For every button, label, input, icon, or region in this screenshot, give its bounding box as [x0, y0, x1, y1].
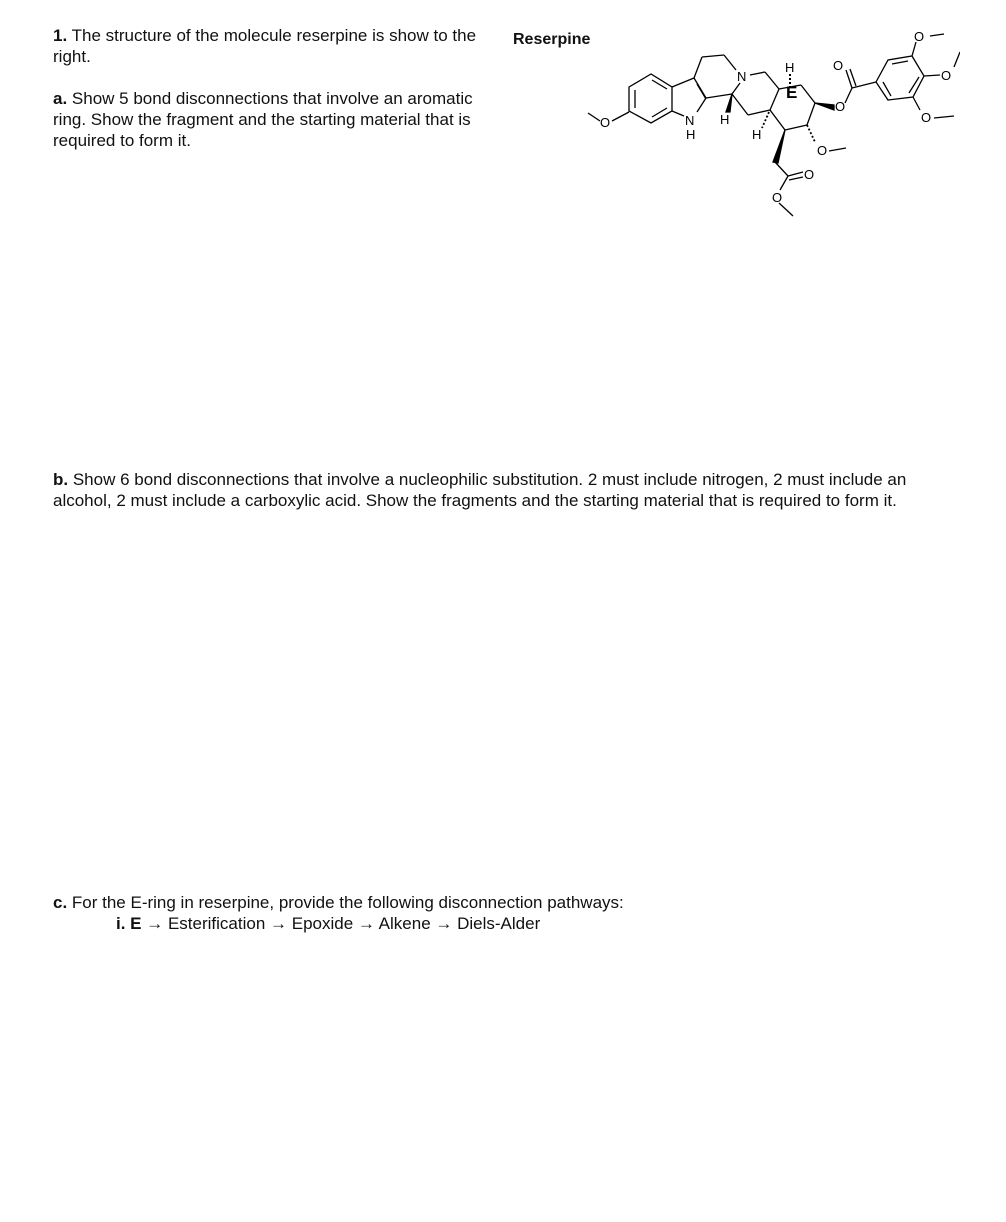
bond [672, 111, 684, 116]
reserpine-structure [580, 20, 960, 220]
atom-label: H [752, 127, 762, 142]
part-b-text: Show 6 bond disconnections that involve a nucleophilic substitution. 2 must include nitrogen, 2 must include an alcohol, 2 must include a carboxylic acid. Show the fragments and the starting material that is required to form it. [53, 470, 907, 510]
bond [785, 125, 807, 130]
bond [770, 89, 779, 110]
bond [697, 84, 706, 99]
bond [780, 176, 788, 190]
atom-label: N [737, 69, 747, 84]
bond [775, 162, 788, 176]
bond [788, 172, 803, 176]
bond [702, 55, 724, 57]
atom-label: O [772, 190, 783, 205]
bond [765, 72, 779, 89]
atom-label: H [686, 127, 696, 142]
bond [672, 78, 694, 87]
bond [588, 113, 600, 121]
bond [924, 75, 940, 76]
part-b-label: b. [53, 470, 69, 489]
bond [612, 112, 629, 121]
bond [954, 52, 960, 67]
atom-label: N [685, 113, 695, 128]
molecule-title: Reserpine [513, 31, 591, 48]
bond [934, 116, 954, 118]
part-a-label: a. [53, 89, 68, 108]
part-c-i-label: i. E [116, 914, 142, 933]
e-ring-label: E [786, 83, 798, 102]
bond [694, 57, 702, 78]
question-part-c [53, 892, 953, 913]
atom-label: H [785, 60, 795, 75]
part-a-text: Show 5 bond disconnections that involve an aromatic ring. Show the fragment and the starting material that is required to form it. [53, 89, 473, 150]
bond [732, 83, 740, 94]
wedge-bond [726, 94, 732, 112]
atom-label: H [720, 112, 730, 127]
bond [789, 177, 803, 180]
bond [652, 80, 667, 89]
part-c-i-text: → Esterification → Epoxide → Alkene → Diels-Alder [141, 914, 541, 933]
question-1-number: 1. [53, 26, 68, 45]
bond [912, 42, 916, 56]
atom-label: O [921, 110, 932, 125]
hash-bond [807, 125, 815, 142]
bond [706, 94, 732, 98]
bond [913, 97, 920, 110]
bond [732, 94, 748, 115]
bond [801, 85, 815, 103]
bond [845, 88, 852, 103]
question-part-a [53, 88, 493, 151]
atom-label: O [835, 99, 846, 114]
bond [807, 103, 815, 125]
bond [724, 55, 736, 70]
atom-label: O [817, 143, 828, 158]
wedge-bond [815, 103, 834, 110]
question-1-text: The structure of the molecule reserpine is show to the right. [53, 26, 477, 66]
atom-label: O [941, 68, 952, 83]
hash-bond [762, 112, 769, 128]
bond [697, 98, 706, 112]
wedge-bond [773, 130, 785, 163]
bond [770, 110, 785, 130]
bond [750, 72, 765, 75]
part-c-text: For the E-ring in reserpine, provide the following disconnection pathways: [67, 893, 624, 912]
bond [748, 110, 770, 115]
bond [829, 148, 846, 151]
atom-label: O [600, 115, 611, 130]
part-c-label: c. [53, 893, 68, 912]
atom-label: O [833, 58, 844, 73]
question-part-b [53, 469, 953, 511]
question-1 [53, 25, 493, 67]
question-part-c-i [116, 913, 916, 934]
atom-label: O [804, 167, 815, 182]
atom-label: O [914, 29, 925, 44]
bond [892, 61, 908, 64]
bond [909, 77, 919, 93]
bond [930, 34, 944, 36]
